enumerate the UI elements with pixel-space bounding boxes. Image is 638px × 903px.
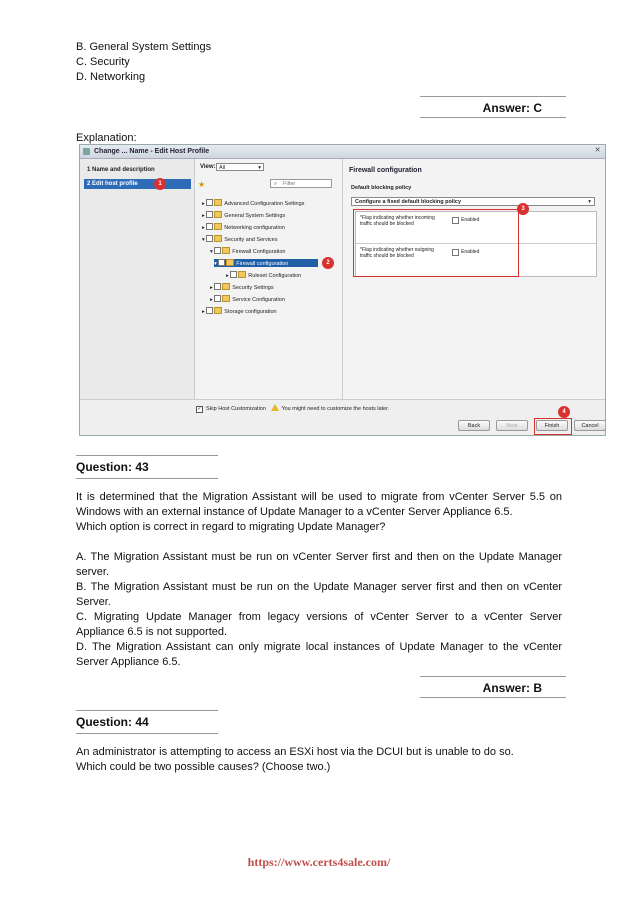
- folder-icon: [222, 247, 230, 254]
- answer-b: Answer: B: [420, 676, 566, 698]
- question-44-body: [76, 745, 562, 775]
- back-button[interactable]: Back: [458, 420, 490, 431]
- policy-select[interactable]: Configure a fixed default blocking policy ▾: [351, 197, 595, 206]
- finish-highlight: [534, 418, 572, 435]
- checkbox[interactable]: [206, 211, 213, 218]
- question-43-heading: Question: 43: [76, 455, 218, 479]
- view-value: All: [219, 165, 226, 171]
- explanation-label: Explanation:: [76, 132, 137, 144]
- skip-customization[interactable]: ✓ Skip Host Customization You might need to customize the hosts later.: [197, 406, 390, 412]
- question-43-body: [76, 490, 562, 670]
- folder-icon: [214, 199, 222, 206]
- folder-icon: [214, 223, 222, 230]
- star-icon[interactable]: ★: [198, 180, 206, 189]
- option-b: B. General System Settings: [76, 41, 212, 53]
- checkbox[interactable]: [214, 247, 221, 254]
- checkbox[interactable]: [206, 235, 213, 242]
- tree-item-general[interactable]: ▸ General System Settings: [202, 213, 286, 219]
- finish-button[interactable]: Finish: [536, 420, 568, 431]
- callout-4: 4: [558, 406, 570, 418]
- previous-question-options: [76, 40, 211, 85]
- firewall-config-pane: [342, 159, 605, 399]
- incoming-flag-label: *Flag indicating whether incoming traffic should be blocked: [360, 215, 435, 227]
- cancel-button[interactable]: Cancel: [574, 420, 606, 431]
- filter-placeholder: Filter: [283, 181, 296, 187]
- q44-stem-1: An administrator is attempting to access an ESXi host via the DCUI but is unable to do so.: [76, 746, 514, 758]
- tree-item-security-settings[interactable]: ▸ Security Settings: [210, 285, 274, 291]
- checkbox[interactable]: [218, 259, 225, 266]
- tree-item-firewall-config-parent[interactable]: ▾ Firewall Configuration: [210, 249, 286, 255]
- checkbox-checked-icon[interactable]: ✓: [197, 406, 202, 412]
- dialog-title: Change ... Name - Edit Host Profile: [94, 148, 210, 155]
- step-edit-host-profile[interactable]: 2 Edit host profile: [84, 179, 191, 189]
- folder-icon: [222, 295, 230, 302]
- callout-3: 3: [517, 203, 529, 215]
- folder-icon: [226, 259, 234, 266]
- callout-1: 1: [154, 178, 166, 190]
- q43-option-c: C. Migrating Update Manager from legacy versions of vCenter Server to a vCenter Server Appliance 6.5 is not supported.: [76, 611, 562, 638]
- folder-icon: [214, 235, 222, 242]
- dialog-footer: [80, 399, 605, 436]
- outgoing-flag-label: *Flag indicating whether outgoing traffic should be blocked: [360, 247, 434, 259]
- folder-icon: [222, 283, 230, 290]
- tree-item-service-config[interactable]: ▸ Service Configuration: [210, 297, 285, 303]
- highlight-box: [353, 209, 519, 277]
- q44-stem-2: Which could be two possible causes? (Choose two.): [76, 761, 331, 773]
- app-icon: [83, 148, 90, 155]
- dialog-title-bar: [80, 145, 605, 159]
- search-icon: ⌕: [274, 181, 278, 187]
- q43-option-a: A. The Migration Assistant must be run on vCenter Server first and then on the Update Manager server.: [76, 551, 562, 578]
- footer-url-link[interactable]: https://www.certs4sale.com/: [247, 855, 391, 869]
- callout-2: 2: [322, 257, 334, 269]
- folder-icon: [214, 211, 222, 218]
- tree-item-networking[interactable]: ▸ Networking configuration: [202, 225, 285, 231]
- checkbox[interactable]: [206, 223, 213, 230]
- incoming-enabled-checkbox[interactable]: Enabled: [452, 217, 479, 223]
- close-icon[interactable]: ✕: [594, 147, 601, 154]
- tree-item-advanced[interactable]: ▸ Advanced Configuration Settings: [202, 201, 305, 207]
- tree-item-ruleset[interactable]: ▸ Ruleset Configuration: [226, 273, 302, 279]
- q43-option-b: B. The Migration Assistant must be run on the Update Manager server first and then on vCenter Server.: [76, 581, 562, 608]
- step-name-description[interactable]: 1 Name and description: [87, 167, 155, 173]
- tree-items: [196, 159, 340, 399]
- checkbox[interactable]: [214, 295, 221, 302]
- checkbox[interactable]: [206, 307, 213, 314]
- question-44-heading: Question: 44: [76, 710, 218, 734]
- chevron-down-icon: ▾: [258, 165, 261, 171]
- tree-item-storage[interactable]: ▸ Storage configuration: [202, 309, 277, 315]
- option-d: D. Networking: [76, 71, 146, 83]
- pane-title: Firewall configuration: [349, 167, 422, 174]
- wizard-steps: [80, 159, 195, 399]
- warning-icon: [271, 404, 279, 411]
- folder-icon: [214, 307, 222, 314]
- tree-item-security-services[interactable]: ▾ Security and Services: [202, 237, 278, 243]
- default-policy-label: Default blocking policy: [351, 185, 412, 191]
- checkbox[interactable]: [206, 199, 213, 206]
- checkbox[interactable]: [214, 283, 221, 290]
- answer-c: Answer: C: [420, 96, 566, 118]
- q43-stem-2: Which option is correct in regard to migrating Update Manager?: [76, 521, 386, 533]
- q43-stem-1: It is determined that the Migration Assistant will be used to migrate from vCenter Server 5.5 on Windows with an external instance of Update Manager to a vCenter Server Appliance 6.5.: [76, 491, 562, 518]
- tree-item-firewall-config-selected[interactable]: ▾ Firewall configuration: [214, 259, 318, 267]
- chevron-down-icon: ▾: [588, 199, 591, 205]
- q43-option-d: D. The Migration Assistant can only migrate local instances of Update Manager to the vCenter Server Appliance 6.5.: [76, 641, 562, 668]
- checkbox[interactable]: [230, 271, 237, 278]
- folder-icon: [238, 271, 246, 278]
- option-c: C. Security: [76, 56, 130, 68]
- outgoing-enabled-checkbox[interactable]: Enabled: [452, 249, 479, 255]
- edit-host-profile-screenshot: [79, 144, 606, 436]
- view-label: View:: [200, 164, 216, 170]
- next-button[interactable]: Next: [496, 420, 528, 431]
